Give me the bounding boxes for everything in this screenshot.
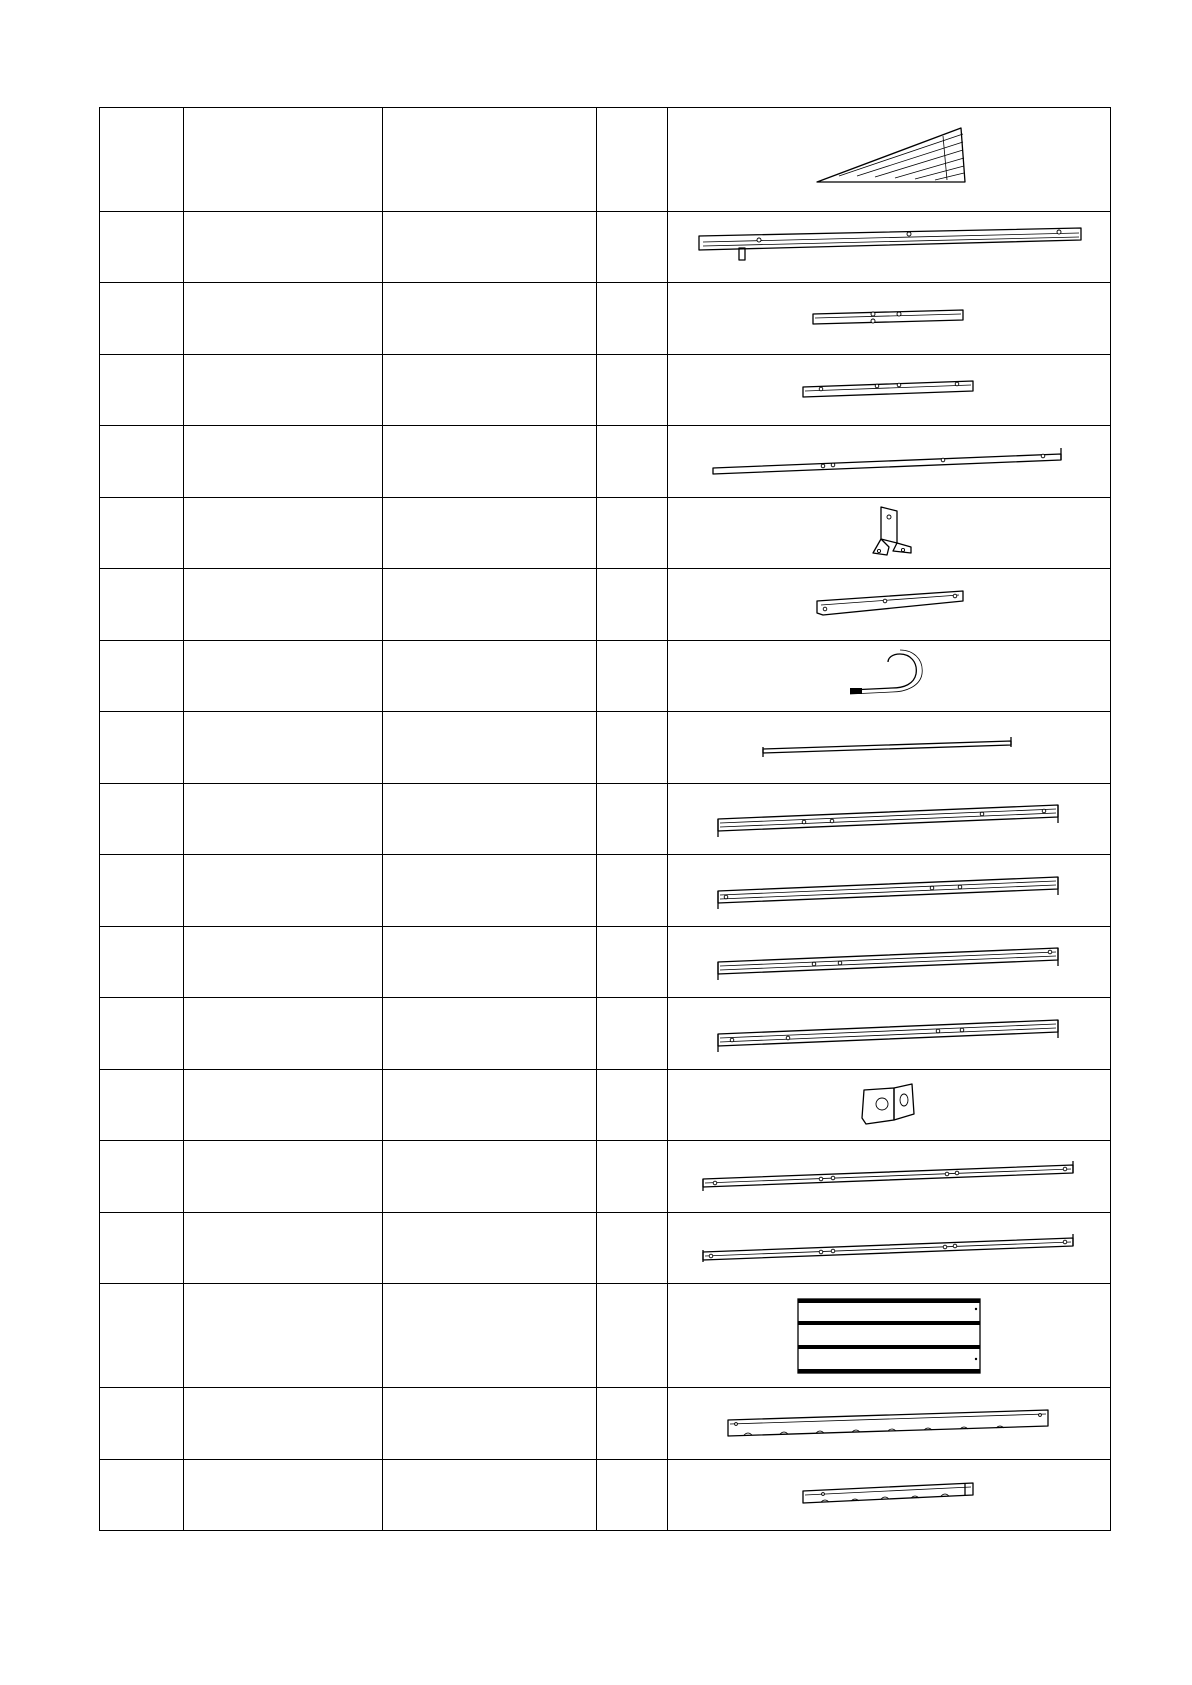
channel-rail-icon [714, 940, 1064, 984]
table-row [100, 855, 1111, 927]
part-name-cell [184, 784, 383, 855]
part-name-cell [184, 998, 383, 1070]
part-image-cell [668, 1388, 1111, 1460]
table-row [100, 426, 1111, 498]
table-row [100, 1070, 1111, 1141]
part-qty-cell [597, 108, 668, 212]
part-qty-cell [597, 498, 668, 569]
part-number-cell [100, 498, 184, 569]
part-qty-cell [597, 1284, 668, 1388]
part-qty-cell [597, 784, 668, 855]
part-name-cell [184, 283, 383, 355]
long-angle-rail-icon [699, 1157, 1079, 1197]
part-spec-cell [383, 498, 597, 569]
part-image-cell [668, 641, 1111, 712]
part-name-cell [184, 1388, 383, 1460]
part-spec-cell [383, 641, 597, 712]
part-image-cell [668, 283, 1111, 355]
part-number-cell [100, 1070, 184, 1141]
part-qty-cell [597, 212, 668, 283]
part-name-cell [184, 355, 383, 426]
short-notched-rail-icon [799, 1477, 979, 1513]
part-number-cell [100, 784, 184, 855]
part-spec-cell [383, 855, 597, 927]
part-qty-cell [597, 1388, 668, 1460]
part-number-cell [100, 569, 184, 641]
part-name-cell [184, 212, 383, 283]
part-qty-cell [597, 712, 668, 784]
part-qty-cell [597, 355, 668, 426]
part-name-cell [184, 426, 383, 498]
table-row [100, 283, 1111, 355]
part-name-cell [184, 108, 383, 212]
table-row [100, 569, 1111, 641]
panel-stack-icon [794, 1295, 984, 1377]
part-spec-cell [383, 569, 597, 641]
part-image-cell [668, 784, 1111, 855]
part-image-cell [668, 569, 1111, 641]
part-image-cell [668, 498, 1111, 569]
part-number-cell [100, 283, 184, 355]
table-row [100, 1388, 1111, 1460]
part-number-cell [100, 212, 184, 283]
part-name-cell [184, 569, 383, 641]
table-row [100, 1141, 1111, 1213]
part-number-cell [100, 641, 184, 712]
part-number-cell [100, 355, 184, 426]
part-image-cell [668, 998, 1111, 1070]
long-angle-rail-icon [709, 442, 1069, 482]
part-qty-cell [597, 1141, 668, 1213]
part-number-cell [100, 927, 184, 998]
table-row [100, 998, 1111, 1070]
part-image-cell [668, 712, 1111, 784]
part-image-cell [668, 1213, 1111, 1284]
bracket-with-feet-icon [859, 503, 919, 563]
part-image-cell [668, 212, 1111, 283]
part-spec-cell [383, 212, 597, 283]
tapered-brace-icon [809, 585, 969, 625]
part-number-cell [100, 855, 184, 927]
part-spec-cell [383, 1070, 597, 1141]
part-qty-cell [597, 1460, 668, 1531]
table-row [100, 1460, 1111, 1531]
part-name-cell [184, 1070, 383, 1141]
part-image-cell [668, 1070, 1111, 1141]
part-number-cell [100, 1213, 184, 1284]
part-name-cell [184, 641, 383, 712]
part-name-cell [184, 712, 383, 784]
part-qty-cell [597, 1070, 668, 1141]
part-number-cell [100, 1284, 184, 1388]
part-spec-cell [383, 1460, 597, 1531]
triangular-gable-panel-icon [809, 120, 969, 200]
part-number-cell [100, 1388, 184, 1460]
part-image-cell [668, 426, 1111, 498]
part-spec-cell [383, 283, 597, 355]
part-name-cell [184, 855, 383, 927]
part-qty-cell [597, 927, 668, 998]
part-qty-cell [597, 426, 668, 498]
angle-bracket-icon [854, 1080, 924, 1130]
table-row [100, 498, 1111, 569]
part-spec-cell [383, 784, 597, 855]
channel-rail-icon [714, 797, 1064, 841]
part-spec-cell [383, 1213, 597, 1284]
part-spec-cell [383, 1284, 597, 1388]
part-qty-cell [597, 998, 668, 1070]
part-image-cell [668, 108, 1111, 212]
part-qty-cell [597, 569, 668, 641]
part-name-cell [184, 1460, 383, 1531]
part-number-cell [100, 998, 184, 1070]
part-image-cell [668, 1141, 1111, 1213]
channel-rail-icon [714, 1012, 1064, 1056]
part-number-cell [100, 1460, 184, 1531]
part-name-cell [184, 1141, 383, 1213]
part-name-cell [184, 498, 383, 569]
part-spec-cell [383, 998, 597, 1070]
long-rail-with-tab-icon [689, 222, 1089, 272]
part-name-cell [184, 1284, 383, 1388]
table-row [100, 1213, 1111, 1284]
part-qty-cell [597, 641, 668, 712]
part-qty-cell [597, 855, 668, 927]
table-row [100, 927, 1111, 998]
part-number-cell [100, 108, 184, 212]
part-image-cell [668, 355, 1111, 426]
short-bar-icon [809, 304, 969, 334]
short-channel-bar-icon [799, 375, 979, 405]
channel-rail-icon [714, 869, 1064, 913]
part-name-cell [184, 1213, 383, 1284]
part-number-cell [100, 1141, 184, 1213]
thin-rod-icon [759, 733, 1019, 763]
part-image-cell [668, 1460, 1111, 1531]
table-row [100, 641, 1111, 712]
part-name-cell [184, 927, 383, 998]
long-angle-rail-icon [699, 1228, 1079, 1268]
hook-icon [844, 648, 934, 704]
part-qty-cell [597, 1213, 668, 1284]
table-row [100, 1284, 1111, 1388]
part-number-cell [100, 712, 184, 784]
part-number-cell [100, 426, 184, 498]
table-row [100, 355, 1111, 426]
part-spec-cell [383, 355, 597, 426]
table-row [100, 712, 1111, 784]
part-qty-cell [597, 283, 668, 355]
part-spec-cell [383, 1388, 597, 1460]
part-spec-cell [383, 927, 597, 998]
table-row [100, 212, 1111, 283]
notched-rail-icon [724, 1404, 1054, 1444]
part-spec-cell [383, 108, 597, 212]
part-spec-cell [383, 426, 597, 498]
table-row [100, 784, 1111, 855]
part-image-cell [668, 855, 1111, 927]
part-spec-cell [383, 712, 597, 784]
part-image-cell [668, 1284, 1111, 1388]
part-spec-cell [383, 1141, 597, 1213]
table-row [100, 108, 1111, 212]
part-image-cell [668, 927, 1111, 998]
parts-table [99, 107, 1111, 1531]
